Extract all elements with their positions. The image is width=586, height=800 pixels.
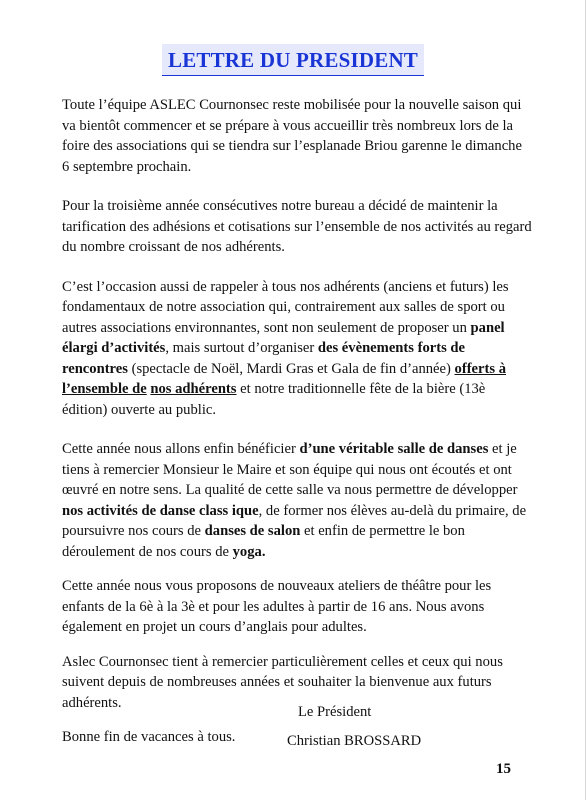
paragraph-5: Cette année nous vous proposons de nouveaux ateliers de théâtre pour les enfants de la 6è à la 3è et pour les adultes à partir de 16 ans. Nous avons également en projet un cours d’anglais pour adultes. bbox=[62, 578, 492, 635]
p4-bold-dance-hall: d’une véritable salle de danses bbox=[299, 441, 489, 457]
p3-bold-events: des évènements forts de rencontres bbox=[62, 340, 466, 377]
p4-bold-classic-dance: nos activités de danse class ique bbox=[62, 502, 259, 519]
paragraph-6: Aslec Cournonsec tient à remercier particulièrement celles et ceux qui nous suivent depuis de nombreuses années et souhaiter la bienvenue aux futurs adhérents. bbox=[62, 653, 503, 711]
paragraph-7: Bonne fin de vacances à tous. bbox=[62, 729, 236, 745]
letter-body bbox=[62, 95, 532, 762]
paragraph-3 bbox=[62, 277, 532, 421]
p3-underlined-offered: offerts à l’ensemble de bbox=[62, 360, 506, 397]
paragraph-2: Pour la troisième année consécutives notre bureau a décidé de maintenir la tarification des adhésions et cotisations sur l’ensemble de nos activités au regard du nombre croissant de nos adhérents. bbox=[62, 198, 532, 255]
p3-text-3: (spectacle de Noël, Mardi Gras et Gala de fin d’année) bbox=[127, 360, 455, 377]
title-wrap bbox=[0, 44, 586, 76]
p3-underlined-members: nos adhérents bbox=[150, 381, 237, 397]
page-number: 15 bbox=[496, 761, 511, 777]
p4-bold-yoga: yoga. bbox=[232, 543, 266, 560]
p4-text-1: Cette année nous allons enfin bénéficier bbox=[62, 441, 300, 457]
p4-text-4: et enfin de permettre le bon déroulement de nos cours de bbox=[62, 523, 465, 560]
paragraph-4 bbox=[62, 439, 532, 562]
p3-bold-activities: panel élargi d’activités bbox=[62, 319, 505, 356]
p3-text-1: C’est l’occasion aussi de rappeler à tous nos adhérents (anciens et futurs) les fondamentaux de notre association qui, contrairement aux salles de sport ou autres associations environnantes, sont non seulement de proposer un bbox=[62, 278, 509, 336]
signature-role: Le Président bbox=[298, 704, 372, 720]
p4-text-2: et je tiens à remercier Monsieur le Maire et son équipe qui nous ont écoutés et ont œuvré en notre sens. La qualité de cette salle va nous permettre de développer bbox=[62, 441, 518, 498]
p4-text-3: , de former nos élèves au-delà du primaire, de poursuivre nos cours de bbox=[62, 502, 527, 539]
signature-name: Christian BROSSARD bbox=[287, 733, 422, 749]
paragraph-1: Toute l’équipe ASLEC Cournonsec reste mobilisée pour la nouvelle saison qui va bientôt commencer et se prépare à vous accueillir très nombreux lors de la foire des associations qui se tiendra sur l’esplanade Briou garenne le dimanche 6 septembre prochain. bbox=[62, 97, 522, 175]
page-title: LETTRE DU PRESIDENT bbox=[162, 44, 424, 76]
p3-text-5: et notre traditionnelle fête de la bière (13è édition) ouverte au public. bbox=[62, 381, 486, 418]
p3-text-2: , mais surtout d’organiser bbox=[165, 340, 318, 356]
p4-bold-ballroom: danses de salon bbox=[204, 523, 301, 539]
